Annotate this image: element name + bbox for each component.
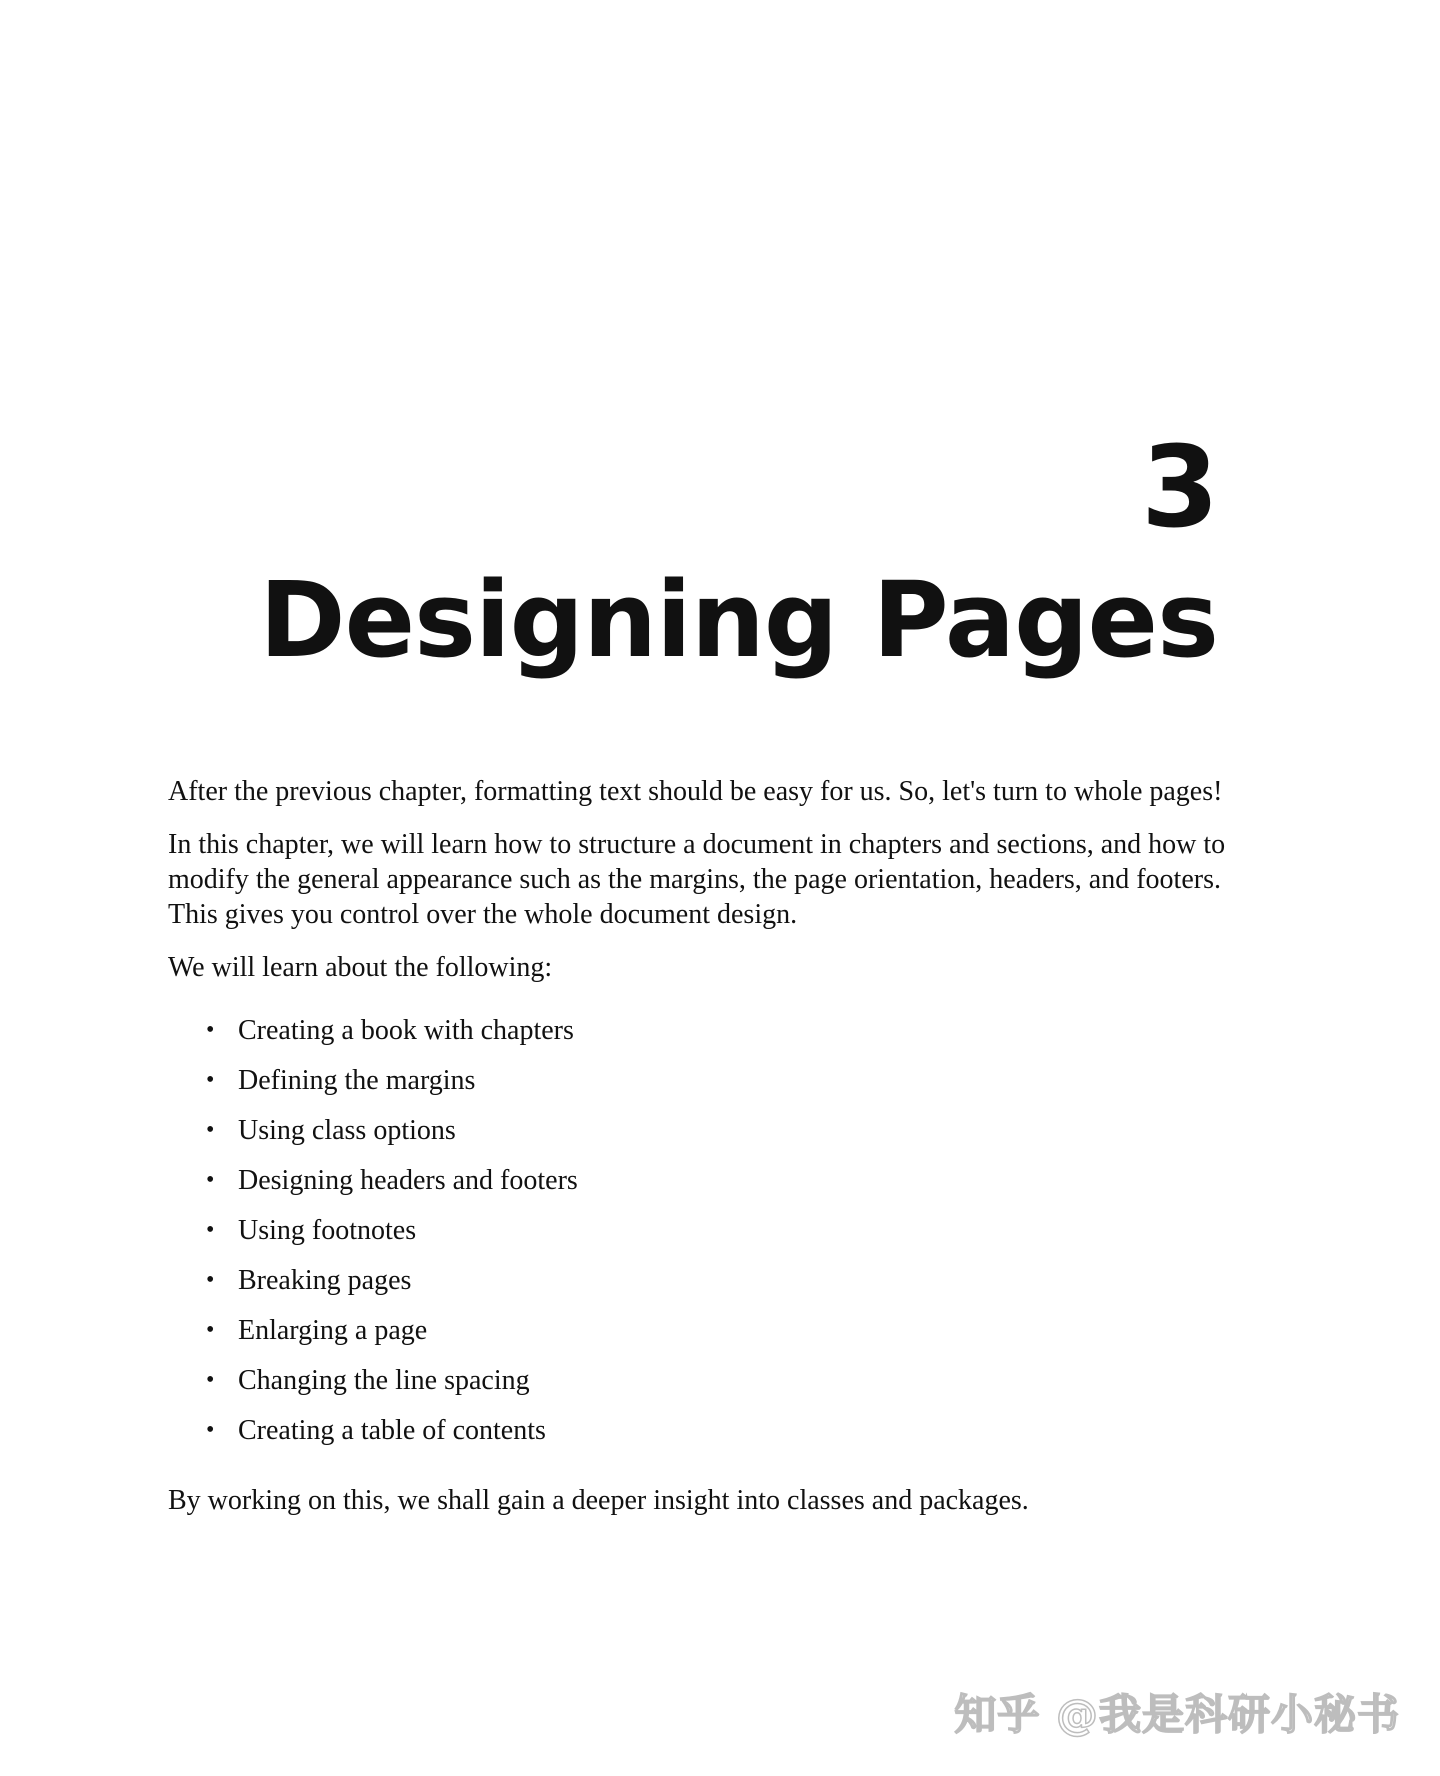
list-lead-paragraph: We will learn about the following: xyxy=(168,952,553,983)
watermark: 知乎 @我是科研小秘书 xyxy=(954,1690,1400,1739)
list-item-text: Defining the margins xyxy=(238,1065,476,1096)
list-item xyxy=(168,1263,1238,1313)
bullet-icon: • xyxy=(206,1317,215,1343)
list-item-text: Using footnotes xyxy=(238,1215,417,1246)
list-item-text: Designing headers and footers xyxy=(238,1165,578,1196)
bullet-icon: • xyxy=(206,1367,215,1393)
bullet-icon: • xyxy=(206,1117,215,1143)
list-item-text: Enlarging a page xyxy=(238,1315,428,1346)
list-item xyxy=(168,1113,1238,1163)
list-item xyxy=(168,1013,1238,1063)
chapter-body xyxy=(168,774,1238,1536)
bullet-icon: • xyxy=(206,1267,215,1293)
closing-paragraph: By working on this, we shall gain a deeper insight into classes and packages. xyxy=(168,1485,1029,1516)
chapter-heading xyxy=(170,423,1218,681)
bullet-icon: • xyxy=(206,1167,215,1193)
topic-list xyxy=(168,1013,1238,1463)
list-item xyxy=(168,1313,1238,1363)
bullet-icon: • xyxy=(206,1067,215,1093)
list-item-text: Changing the line spacing xyxy=(238,1365,530,1396)
bullet-icon: • xyxy=(206,1017,215,1043)
list-item xyxy=(168,1163,1238,1213)
list-item xyxy=(168,1213,1238,1263)
intro-paragraph: After the previous chapter, formatting text should be easy for us. So, let's turn to whole pages! xyxy=(168,776,1223,807)
overview-paragraph: In this chapter, we will learn how to structure a document in chapters and sections, and how to modify the general appearance such as the margins, the page orientation, headers, and footers. This gives you control over the whole document design. xyxy=(168,829,1226,930)
bullet-icon: • xyxy=(206,1417,215,1443)
list-item xyxy=(168,1063,1238,1113)
list-item-text: Creating a table of contents xyxy=(238,1415,546,1446)
chapter-number: 3 xyxy=(1141,423,1218,553)
list-item xyxy=(168,1413,1238,1463)
list-item xyxy=(168,1363,1238,1413)
list-item-text: Creating a book with chapters xyxy=(238,1015,574,1046)
chapter-title: Designing Pages xyxy=(259,559,1218,681)
bullet-icon: • xyxy=(206,1217,215,1243)
list-item-text: Breaking pages xyxy=(238,1265,412,1296)
list-item-text: Using class options xyxy=(238,1115,456,1146)
